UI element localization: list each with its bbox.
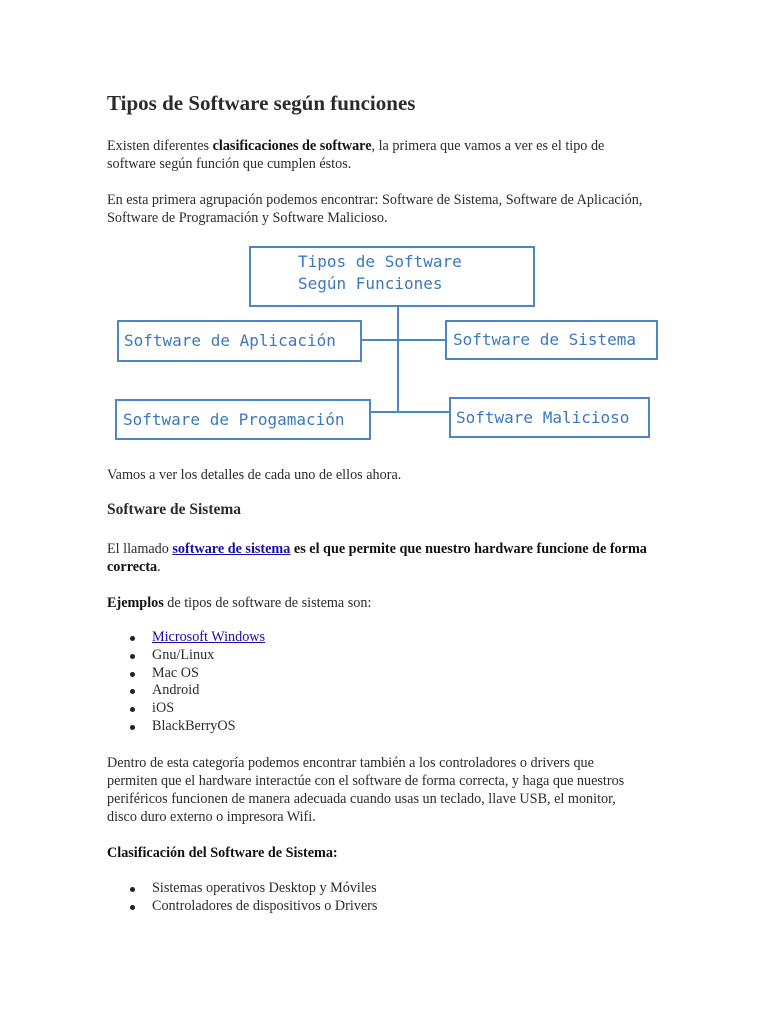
diagram-box-malicioso: Software Malicioso — [449, 397, 650, 438]
list-item — [107, 629, 265, 647]
examples-intro-bold: Ejemplos — [107, 595, 164, 611]
list-item — [107, 682, 265, 700]
bullet-icon — [130, 887, 135, 892]
definition-suffix: . — [157, 559, 161, 575]
definition-prefix: El llamado — [107, 541, 173, 557]
examples-intro-rest: de tipos de software de sistema son: — [163, 595, 372, 611]
list-item-text: Android — [152, 682, 200, 699]
page-title: Tipos de Software según funciones — [107, 91, 416, 115]
definition-paragraph — [107, 540, 647, 576]
diagram-root-line1: Tipos de Software — [298, 252, 462, 271]
examples-intro — [107, 594, 647, 612]
list-item — [107, 898, 377, 916]
list-item-text: iOS — [152, 700, 175, 717]
list-item-text: Sistemas operativos Desktop y Móviles — [152, 880, 377, 896]
list-item-text: BlackBerryOS — [152, 717, 236, 734]
microsoft-windows-link[interactable]: Microsoft Windows — [152, 629, 266, 645]
bullet-icon — [130, 905, 135, 910]
list-item — [107, 665, 265, 683]
list-item-text: Mac OS — [152, 664, 199, 681]
diagram-box-programacion: Software de Progamación — [115, 399, 371, 440]
list-item-text: Controladores de dispositivos o Drivers — [152, 897, 378, 914]
drivers-paragraph: Dentro de esta categoría podemos encontrar también a los controladores o drivers que permiten que el hardware interactúe con el software de forma correcta, y haga que nuestros periféricos funcionen de manera adecuada cuando usas un teclado, llave USB, el monitor, disco duro externo o impresora Wifi. — [107, 755, 625, 825]
diagram-root-box — [249, 246, 535, 307]
definition-bold: es el que permite que nuestro hardware funcione de forma correcta — [107, 541, 647, 575]
diagram-branch-bottom — [370, 411, 450, 413]
diagram-trunk-line — [397, 305, 399, 413]
classification-title: Clasificación del Software de Sistema: — [107, 845, 338, 861]
bullet-icon — [130, 654, 135, 659]
list-item — [107, 647, 265, 665]
list-item-text: Gnu/Linux — [152, 646, 215, 663]
diagram-box-aplicacion: Software de Aplicación — [117, 320, 362, 362]
details-intro: Vamos a ver los detalles de cada uno de ellos ahora. — [107, 467, 402, 483]
list-item — [107, 880, 377, 898]
examples-list — [107, 629, 265, 736]
intro-bold: clasificaciones de software — [212, 138, 372, 154]
diagram-branch-top — [361, 339, 446, 341]
bullet-icon — [130, 689, 135, 694]
bullet-icon — [130, 707, 135, 712]
diagram-box-sistema: Software de Sistema — [445, 320, 658, 360]
intro-paragraph — [107, 137, 647, 173]
bullet-icon — [130, 725, 135, 730]
section-title-software-sistema: Software de Sistema — [107, 501, 242, 518]
bullet-icon — [130, 636, 135, 641]
diagram-root-line2: Según Funciones — [298, 274, 443, 293]
list-item — [107, 718, 265, 736]
intro-suffix: , la primera que vamos a ver es el tipo de software según función que cumplen éstos. — [107, 138, 605, 172]
software-de-sistema-link[interactable]: software de sistema — [172, 541, 291, 557]
grouping-paragraph: En esta primera agrupación podemos encontrar: Software de Sistema, Software de Aplicación, Software de Programación y Software Malicioso. — [107, 192, 643, 226]
classification-list — [107, 880, 377, 916]
list-item — [107, 700, 265, 718]
intro-prefix: Existen diferentes — [107, 138, 213, 154]
bullet-icon — [130, 672, 135, 677]
